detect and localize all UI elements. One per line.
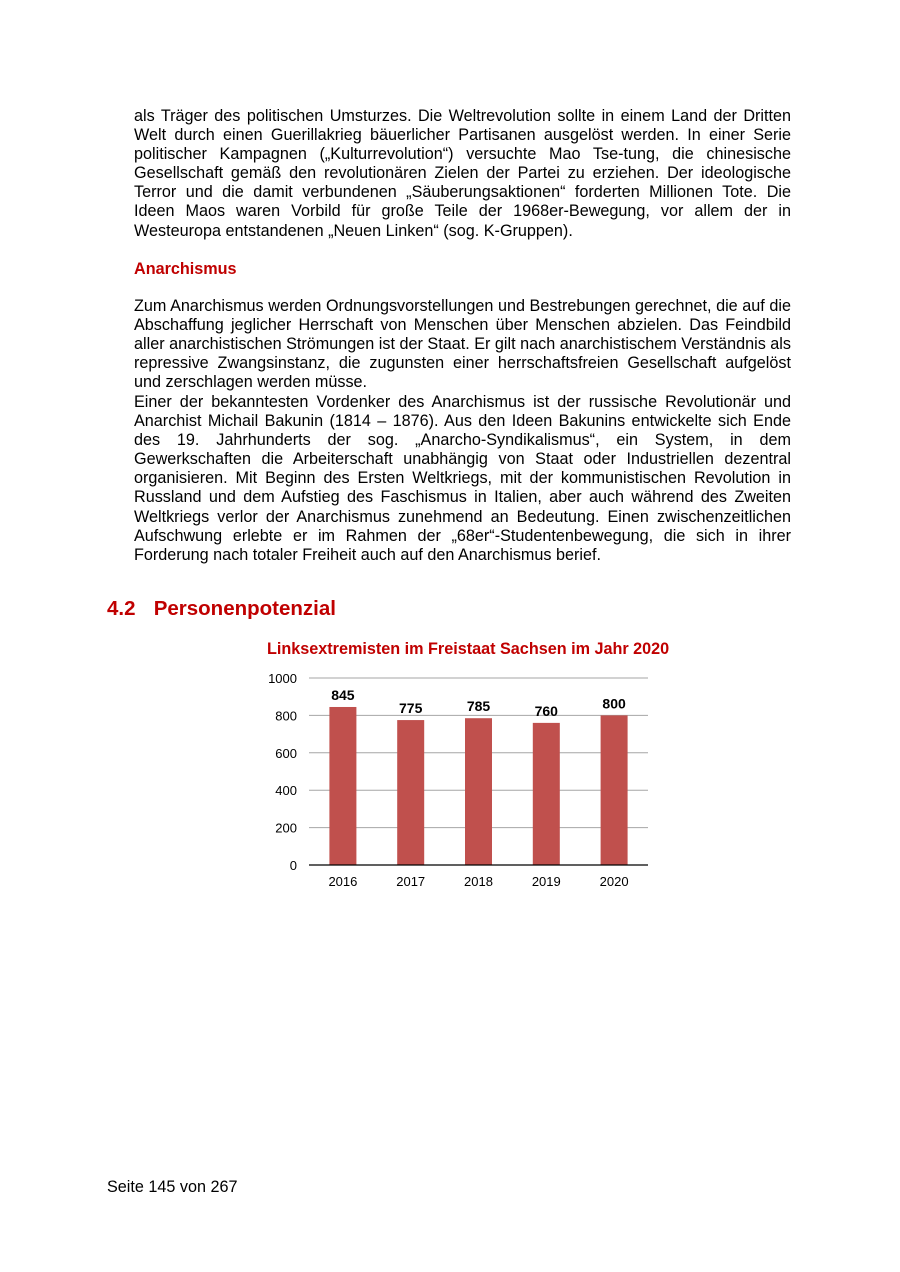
bar <box>601 715 628 865</box>
bar <box>533 723 560 865</box>
x-tick-label: 2020 <box>599 874 629 889</box>
chart-title: Linksextremisten im Freistaat Sachsen im Jahr 2020 <box>267 640 670 658</box>
x-tick-label: 2018 <box>464 874 493 889</box>
section-heading <box>107 597 336 621</box>
bar <box>397 720 424 865</box>
y-tick-label: 0 <box>289 858 297 873</box>
paragraph-anarchismus-2: Einer der bekanntesten Vordenker des Anarchismus ist der russische Revolutionär und Anarchist Michail Bakunin (1814 – 1876). Aus den Ideen Bakunins entwickelte sich Ende des 19. Jahrhunderts der sog. „Anarcho-Syndikalismus“, ein System, in dem Gewerkschaften die Arbeiterschaft unabhängig von Staat oder Industriellen dezentral organisieren. Mit Beginn des Ersten Weltkriegs, mit der kommunistischen Revolution in Russland und dem Aufstieg des Faschismus in Italien, aber auch während des Zweiten Weltkriegs verlor der Anarchismus zunehmend an Bedeutung. Einen zwischenzeitlichen Aufschwung erlebte er im Rahmen der „68er“-Studentenbewegung, die sich in ihrer Forderung nach totaler Freiheit auch auf den Anarchismus berief. <box>134 393 791 564</box>
data-label: 845 <box>331 686 355 703</box>
y-tick-label: 600 <box>275 745 297 761</box>
paragraph-anarchismus-1: Zum Anarchismus werden Ordnungsvorstellungen und Bestrebungen gerechnet, die auf die Abschaffung jeglicher Herrschaft von Menschen über Menschen abzielen. Das Feindbild aller anarchistischen Strömungen ist der Staat. Er gilt nach anarchistischem Verständnis als repressive Zwangsinstanz, die zugunsten einer herrschaftsfreien Gesellschaft aufgelöst und zerschlagen werden müsse. <box>134 297 791 392</box>
x-tick-label: 2017 <box>396 874 426 889</box>
data-label: 800 <box>602 695 626 712</box>
bar <box>465 718 492 865</box>
bar <box>329 707 356 865</box>
subheading-anarchismus: Anarchismus <box>134 260 237 278</box>
data-label: 775 <box>399 700 423 717</box>
paragraph-intro: als Träger des politischen Umsturzes. Die Weltrevolution sollte in einem Land der Dritten Welt durch einen Guerillakrieg bäuerlicher Partisanen ausgelöst werden. In einer Serie politischer Kampagnen („Kulturrevolution“) versuchte Mao Tse-tung, die chinesische Gesellschaft gemäß den revolutionären Zielen der Partei zu erziehen. Der ideologische Terror und die damit verbundenen „Säuberungsaktionen“ forderten Millionen Tote. Die Ideen Maos waren Vorbild für große Teile der 1968er-Bewegung, vor allem der in Westeuropa entstandenen „Neuen Linken“ (sog. K-Gruppen). <box>134 107 791 240</box>
data-label: 760 <box>534 702 558 719</box>
x-tick-label: 2016 <box>328 874 358 889</box>
section-title: Personenpotenzial <box>153 597 336 620</box>
data-label: 785 <box>466 698 491 715</box>
bar-chart <box>250 660 670 900</box>
page-footer: Seite 145 von 267 <box>107 1178 238 1196</box>
y-tick-label: 400 <box>275 783 297 799</box>
section-number: 4.2 <box>107 597 136 620</box>
y-tick-label: 800 <box>275 708 297 724</box>
y-tick-label: 1000 <box>268 671 297 686</box>
y-tick-label: 200 <box>275 820 297 836</box>
x-tick-label: 2019 <box>531 874 561 889</box>
